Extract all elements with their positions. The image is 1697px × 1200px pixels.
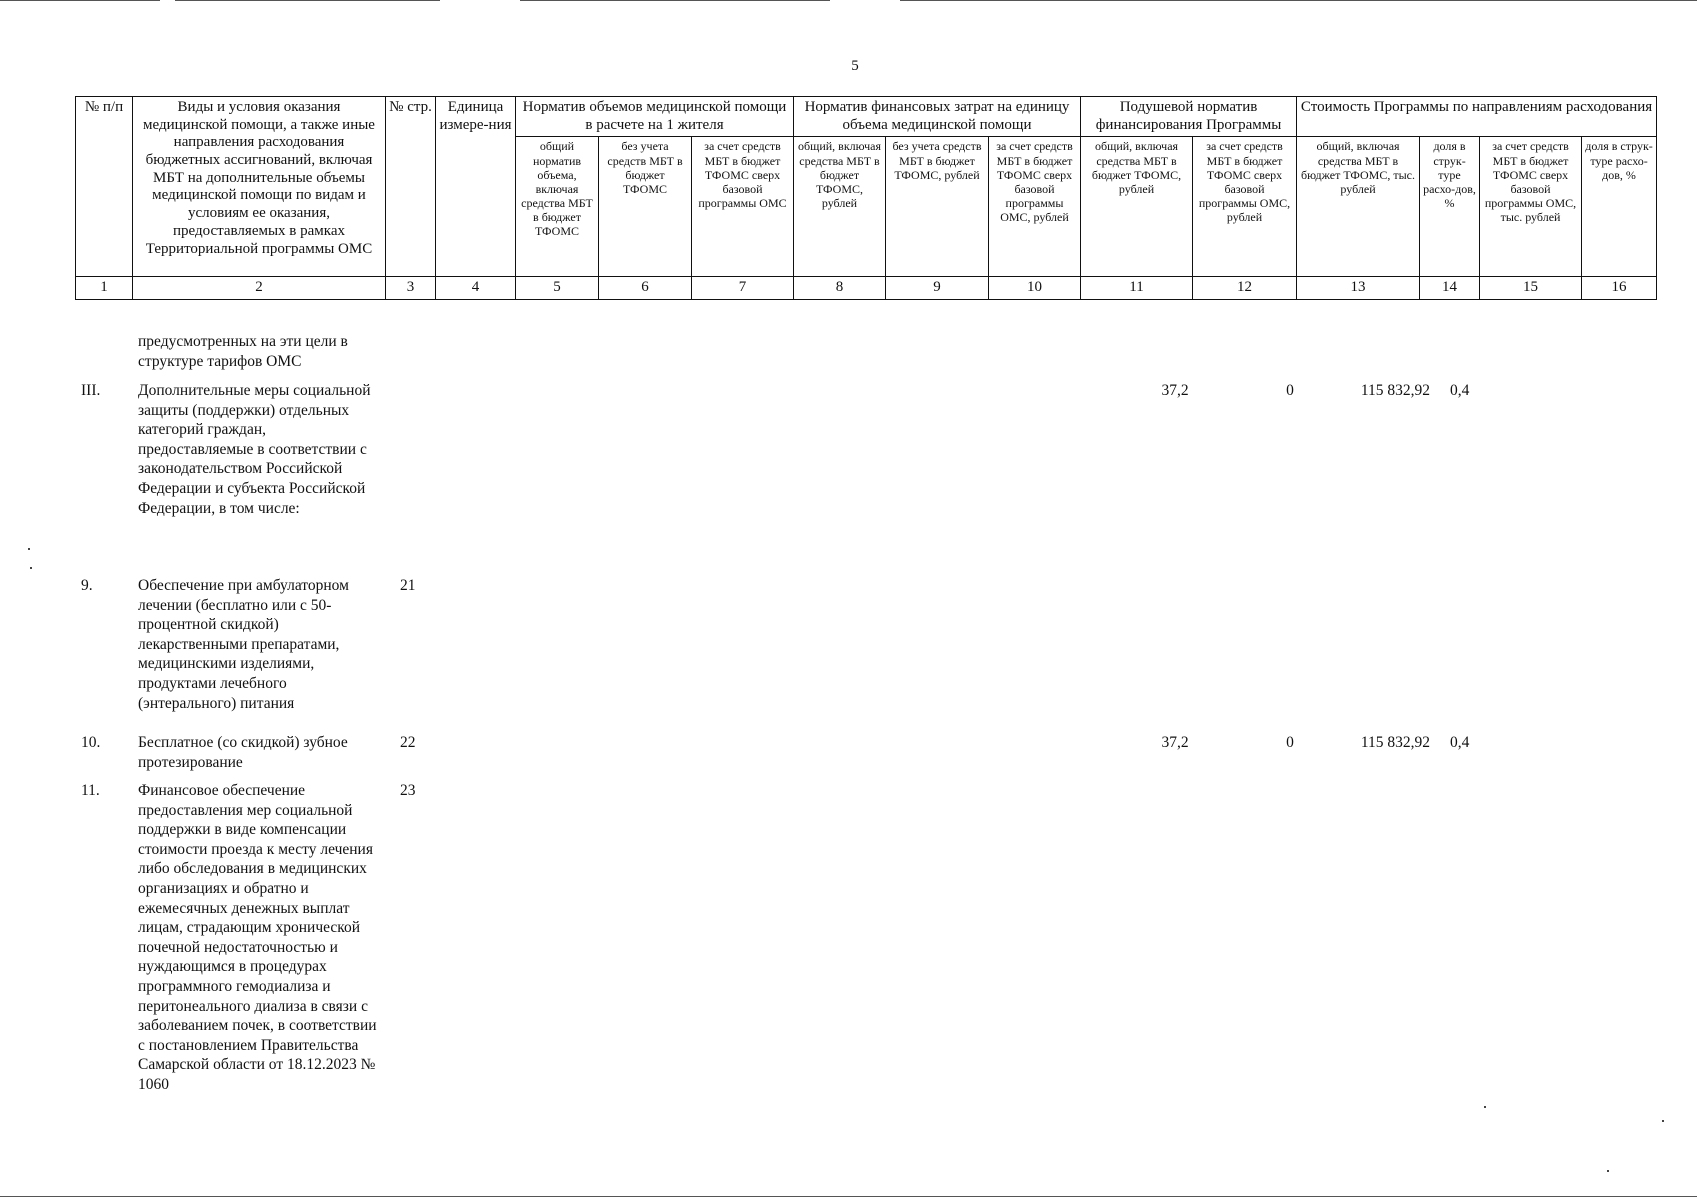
row-number: 9. <box>81 577 93 594</box>
row-number: III. <box>81 382 101 399</box>
row-name: Финансовое обеспечение предоставления мер социальной поддержки в виде компенсации стоимости проезда к месту лечения либо обследования в медицинских организациях и обратно и ежемесячных денежных выплат лицам, страдающим хронической почечной недостаточностью и нуждающимся в процедурах программного гемодиализа и перитонеального диализа в связи с заболеванием почек, в соответствии с постановлением Правительства Самарской области от 18.12.2023 № 1060 <box>138 782 377 1093</box>
column-number: 13 <box>1297 277 1420 300</box>
row-cost-total: 115 832,92 <box>1360 382 1430 399</box>
header-table <box>75 96 1657 300</box>
column-number: 15 <box>1480 277 1582 300</box>
header-sub-6: без учета средств МБТ в бюджет ТФОМС <box>599 137 692 277</box>
column-number: 11 <box>1081 277 1193 300</box>
column-number: 3 <box>386 277 436 300</box>
row-name: Дополнительные меры социальной защиты (поддержки) отдельных категорий граждан, предоставляемые в соответствии с законодательством Российской Федерации и субъекта Российской Федерации, в том числе: <box>138 382 371 517</box>
header-str: № стр. <box>386 97 436 277</box>
row-percap-total: 37,2 <box>1161 734 1189 751</box>
header-sub-10: за счет средств МБТ в бюджет ТФОМС сверх базовой программы ОМС, рублей <box>989 137 1081 277</box>
row-cost-total: 115 832,92 <box>1360 734 1430 751</box>
column-number: 9 <box>886 277 989 300</box>
row-str: 23 <box>400 782 416 799</box>
column-number: 16 <box>1582 277 1657 300</box>
header-sub-14: доля в струк-туре расхо-дов, % <box>1420 137 1480 277</box>
scan-line <box>520 0 830 1</box>
row-percap-total: 37,2 <box>1161 382 1189 399</box>
row-percap-mbt: 0 <box>1286 734 1294 751</box>
scan-line <box>0 0 160 1</box>
column-number: 5 <box>516 277 599 300</box>
header-unit: Единица измере-ния <box>436 97 516 277</box>
row-str: 22 <box>400 734 416 751</box>
header-sub-7: за счет средств МБТ в бюджет ТФОМС сверх базовой программы ОМС <box>692 137 794 277</box>
scan-speck <box>1484 1106 1486 1108</box>
scan-line <box>900 0 1697 1</box>
row-number: 11. <box>81 782 100 799</box>
header-name: Виды и условия оказания медицинской помощи, а также иные направления расходования бюджетных ассигнований, включая МБТ на дополнительные объемы медицинской помощи по видам и условиям ее оказания, предоставляемых в рамках Территориальной программы ОМС <box>133 97 386 277</box>
column-number: 2 <box>133 277 386 300</box>
header-group-total: Стоимость Программы по направлениям расходования <box>1297 97 1657 137</box>
column-number: 1 <box>76 277 133 300</box>
row-str: 21 <box>400 577 416 594</box>
row-number: 10. <box>81 734 101 751</box>
header-sub-13: общий, включая средства МБТ в бюджет ТФОМС, тыс. рублей <box>1297 137 1420 277</box>
row-name: Бесплатное (со скидкой) зубное протезирование <box>138 734 348 771</box>
header-sub-16: доля в струк-туре расхо-дов, % <box>1582 137 1657 277</box>
column-number: 7 <box>692 277 794 300</box>
column-number: 14 <box>1420 277 1480 300</box>
column-number: 12 <box>1193 277 1297 300</box>
header-group-volume: Норматив объемов медицинской помощи в расчете на 1 жителя <box>516 97 794 137</box>
row-name: предусмотренных на эти цели в структуре тарифов ОМС <box>138 333 348 370</box>
header-sub-5: общий норматив объема, включая средства МБТ в бюджет ТФОМС <box>516 137 599 277</box>
header-sub-8: общий, включая средства МБТ в бюджет ТФОМС, рублей <box>794 137 886 277</box>
scan-line <box>175 0 440 1</box>
column-number: 4 <box>436 277 516 300</box>
row-percap-mbt: 0 <box>1286 382 1294 399</box>
row-name: Обеспечение при амбулаторном лечении (бесплатно или с 50-процентной скидкой) лекарственными препаратами, медицинскими изделиями, продуктами лечебного (энтерального) питания <box>138 577 349 712</box>
column-number: 10 <box>989 277 1081 300</box>
scan-speck <box>1607 1170 1609 1172</box>
header-sub-15: за счет средств МБТ в бюджет ТФОМС сверх базовой программы ОМС, тыс. рублей <box>1480 137 1582 277</box>
scan-speck <box>28 548 30 550</box>
header-sub-9: без учета средств МБТ в бюджет ТФОМС, рублей <box>886 137 989 277</box>
header-group-percap: Подушевой норматив финансирования Программы <box>1081 97 1297 137</box>
page-number: 5 <box>851 58 859 74</box>
header-group-cost: Норматив финансовых затрат на единицу объема медицинской помощи <box>794 97 1081 137</box>
column-numbers-row <box>76 277 1657 300</box>
header-sub-11: общий, включая средства МБТ в бюджет ТФОМС, рублей <box>1081 137 1193 277</box>
column-number: 8 <box>794 277 886 300</box>
scan-speck <box>30 567 32 569</box>
column-number: 6 <box>599 277 692 300</box>
scan-line <box>0 1196 1697 1197</box>
scan-speck <box>1662 1120 1664 1122</box>
header-sub-12: за счет средств МБТ в бюджет ТФОМС сверх базовой программы ОМС, рублей <box>1193 137 1297 277</box>
header-no: № п/п <box>76 97 133 277</box>
row-share: 0,4 <box>1450 734 1470 751</box>
row-share: 0,4 <box>1450 382 1470 399</box>
